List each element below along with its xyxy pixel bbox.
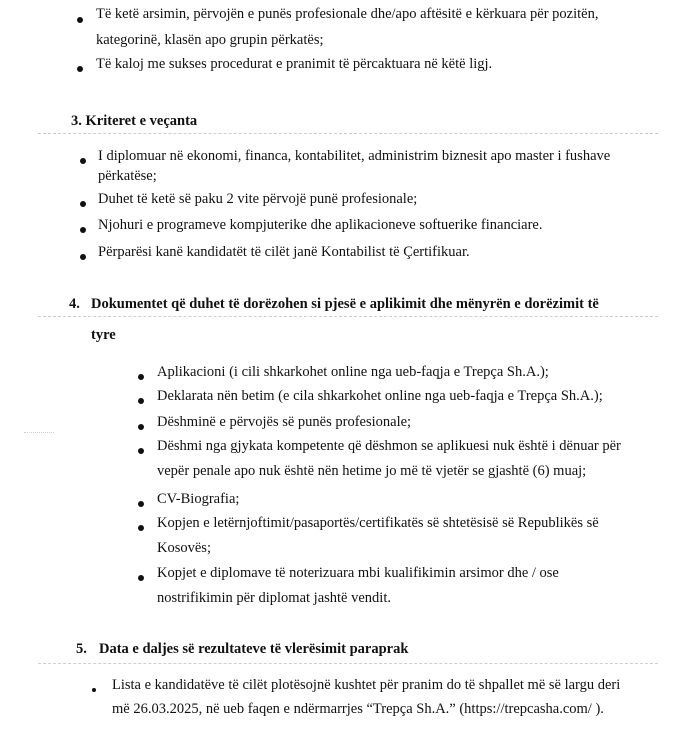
section-heading-criteria: 3. Kriteret e veçanta xyxy=(71,113,198,129)
bullet-icon xyxy=(138,424,144,430)
bullet-icon xyxy=(77,17,83,23)
scan-mark xyxy=(24,432,54,433)
divider xyxy=(38,316,658,317)
requirement-item: Të kaloj me sukses procedurat e pranimit të përcaktuara në këtë ligj. xyxy=(96,56,493,72)
document-item: Deklarata nën betim (e cila shkarkohet online nga ueb-faqja e Trepça Sh.A.); xyxy=(157,388,603,404)
document-item-line: vepër penale apo nuk është nën hetime jo më të vjetër se gjashtë (6) muaj; xyxy=(157,463,587,479)
document-item-line: Kosovës; xyxy=(157,540,211,556)
document-item: Dëshminë e përvojës së punës profesionale; xyxy=(157,414,412,430)
bullet-icon xyxy=(80,227,86,233)
criteria-item: Njohuri e programeve kompjuterike dhe aplikacioneve softuerike financiare. xyxy=(98,217,543,233)
bullet-icon xyxy=(138,448,144,454)
results-announcement-line: Lista e kandidatëve të cilët plotësojnë kushtet për pranim do të shpallet më së largu deri xyxy=(112,677,621,693)
requirement-item-line: Të ketë arsimin, përvojën e punës profesionale dhe/apo aftësitë e kërkuara për pozitën, xyxy=(96,6,599,22)
bullet-icon xyxy=(77,66,83,72)
document-item: Aplikacioni (i cili shkarkohet online nga ueb-faqja e Trepça Sh.A.); xyxy=(157,364,549,380)
divider xyxy=(38,133,658,134)
bullet-icon xyxy=(80,254,86,260)
divider xyxy=(38,663,658,664)
criteria-item: Duhet të ketë së paku 2 vite përvojë punë profesionale; xyxy=(98,191,418,207)
section-number: 4. xyxy=(69,296,80,312)
document-item-line: Dëshmi nga gjykata kompetente që dëshmon se aplikuesi nuk është i dënuar për xyxy=(157,438,621,454)
bullet-icon xyxy=(138,374,144,380)
bullet-icon xyxy=(138,525,144,531)
section-heading-documents-cont: tyre xyxy=(91,327,116,343)
bullet-icon xyxy=(138,501,144,507)
document-item-line: nostrifikimin për diplomat jashtë vendit. xyxy=(157,590,391,606)
document-item-line: Kopjet e diplomave të noterizuara mbi kualifikimin arsimor dhe / ose xyxy=(157,565,559,581)
document-item-line: Kopjen e letërnjoftimit/pasaportës/certifikatës së shtetësisë së Republikës së xyxy=(157,515,599,531)
bullet-icon xyxy=(80,158,86,164)
criteria-item-line: I diplomuar në ekonomi, financa, kontabilitet, administrim biznesit apo master i fushave xyxy=(98,148,611,164)
criteria-item: Përparësi kanë kandidatët të cilët janë Kontabilist të Çertifikuar. xyxy=(98,244,470,260)
requirement-item-line: kategorinë, klasën apo grupin përkatës; xyxy=(96,32,324,48)
section-heading-results-date: Data e daljes së rezultateve të vlerësimit paraprak xyxy=(99,641,409,657)
bullet-icon xyxy=(92,688,96,692)
bullet-icon xyxy=(80,201,86,207)
document-item: CV-Biografia; xyxy=(157,491,240,507)
results-announcement-line: më 26.03.2025, në ueb faqen e ndërmarrjes “Trepça Sh.A.” (https://trepcasha.com/ ). xyxy=(112,701,604,717)
bullet-icon xyxy=(138,575,144,581)
criteria-item-line: përkatëse; xyxy=(98,168,157,184)
bullet-icon xyxy=(138,398,144,404)
section-heading-documents: Dokumentet që duhet të dorëzohen si pjesë e aplikimit dhe mënyrën e dorëzimit të xyxy=(91,296,599,312)
section-number: 5. xyxy=(76,641,87,657)
